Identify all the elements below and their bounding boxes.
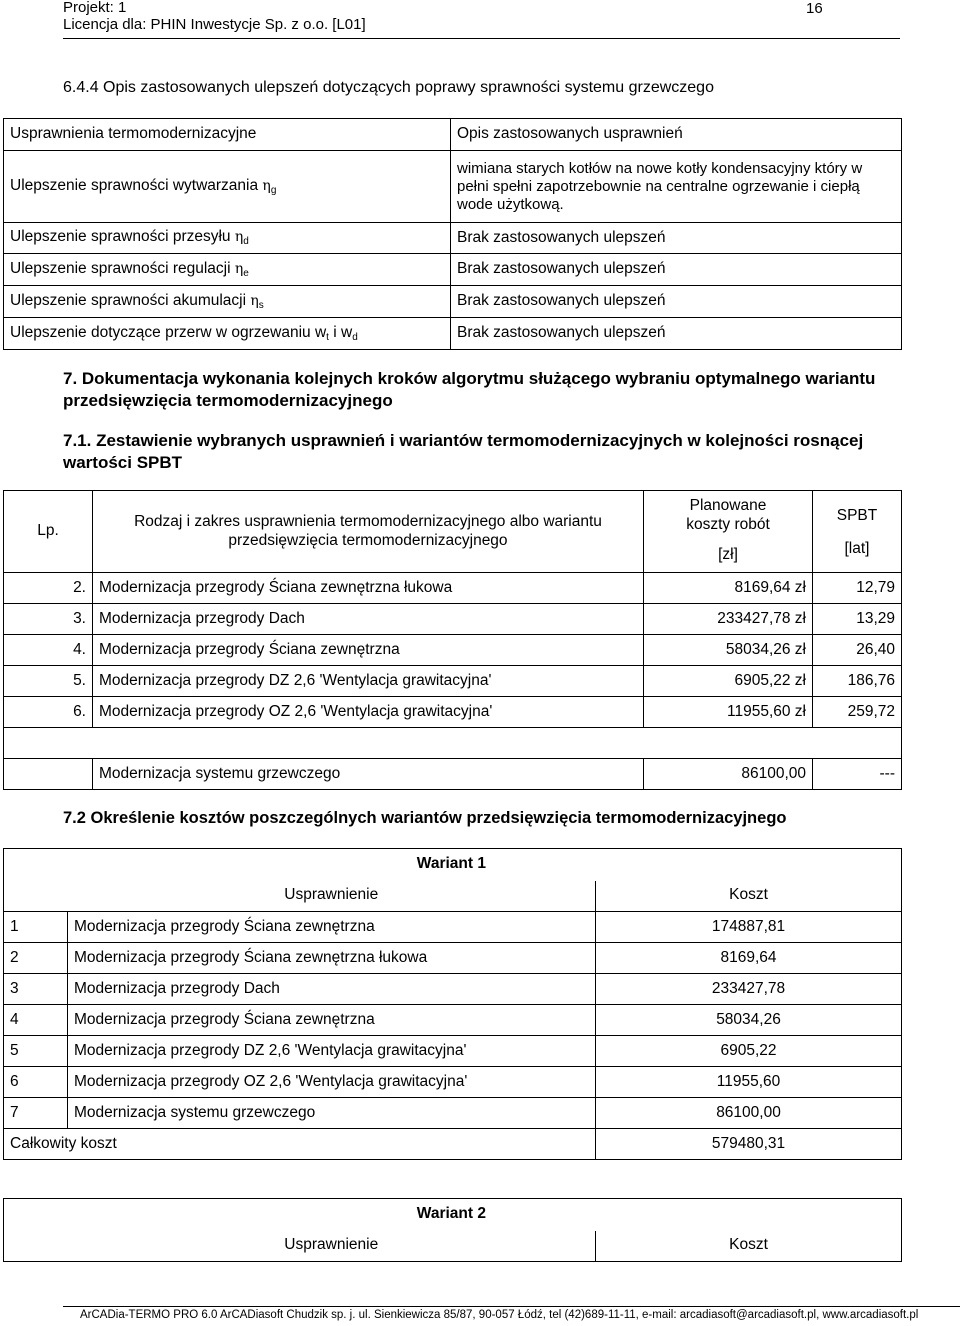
project-label: Projekt: 1 <box>63 0 127 16</box>
row-value: Brak zastosowanych ulepszeń <box>451 318 902 350</box>
row-value: Brak zastosowanych ulepszeń <box>451 286 902 318</box>
header-rule <box>63 38 900 39</box>
col-header-description: Opis zastosowanych usprawnień <box>451 119 902 151</box>
header-desc: Rodzaj i zakres usprawnienia termomodernizacyjnego albo wariantu przedsięwzięcia termomodernizacyjnego <box>93 491 644 573</box>
table-row: 6 Modernizacja przegrody OZ 2,6 'Wentylacja grawitacyjna' 11955,60 <box>4 1067 902 1098</box>
variant2-table <box>3 1198 902 1262</box>
total-label: Całkowity koszt <box>4 1129 596 1160</box>
section-7-title: 7. Dokumentacja wykonania kolejnych kroków algorytmu służącego wybraniu optymalnego wariantu przedsięwzięcia termomodernizacyjnego <box>63 369 876 411</box>
total-value: 579480,31 <box>596 1129 902 1160</box>
page-number: 16 <box>806 0 823 17</box>
row-label: Ulepszenie sprawności wytwarzania $\eta_g$ <box>4 151 451 223</box>
header-cost: Planowane koszty robót [zł] <box>644 491 813 573</box>
col-header-cost: Koszt <box>596 1231 902 1262</box>
row-value: wimiana starych kotłów na nowe kotły kondensacyjny który w pełni spełni zapotrzebownie na centralne ogrzewanie i ciepłą wode użytkową. <box>451 151 902 223</box>
footer-rule <box>63 1306 960 1307</box>
table-row: 1 Modernizacja przegrody Ściana zewnętrzna 174887,81 <box>4 912 902 943</box>
table-row: 4. Modernizacja przegrody Ściana zewnętrzna 58034,26 zł 26,40 <box>4 635 902 666</box>
table-row: 2 Modernizacja przegrody Ściana zewnętrzna łukowa 8169,64 <box>4 943 902 974</box>
variant1-title: Wariant 1 <box>416 855 486 873</box>
row-label: Ulepszenie dotyczące przerw w ogrzewaniu $w_t$ i $w_d$ <box>4 318 451 350</box>
table-row: 7 Modernizacja systemu grzewczego 86100,00 <box>4 1098 902 1129</box>
spbt-table <box>3 490 902 790</box>
footer-text: ArCADia-TERMO PRO 6.0 ArCADiasoft Chudzik sp. j. ul. Sienkiewicza 85/87, 90-057 Łódź, tel (42)689-11-11, e-mail: arcadiasoft@arcadiasoft.pl, www.arcadiasoft.pl <box>80 1309 919 1321</box>
page-header <box>63 0 366 33</box>
heating-improvements-table <box>3 118 902 350</box>
license-label: Licencja dla: PHIN Inwestycje Sp. z o.o. [L01] <box>63 15 366 33</box>
table-row: 4 Modernizacja przegrody Ściana zewnętrzna 58034,26 <box>4 1005 902 1036</box>
col-header-item: Usprawnienie <box>68 1231 596 1262</box>
row-label: Ulepszenie sprawności regulacji $\eta_e$ <box>4 254 451 286</box>
row-label: Ulepszenie sprawności przesyłu $\eta_d$ <box>4 223 451 254</box>
col-header-improvements: Usprawnienia termomodernizacyjne <box>4 119 451 151</box>
section-644-title: 6.4.4 Opis zastosowanych ulepszeń dotyczących poprawy sprawności systemu grzewczego <box>63 79 714 96</box>
table-row: 5. Modernizacja przegrody DZ 2,6 'Wentylacja grawitacyjna' 6905,22 zł 186,76 <box>4 666 902 697</box>
total-row <box>4 1129 902 1160</box>
col-header-cost: Koszt <box>596 881 902 912</box>
header-lp: Lp. <box>4 491 93 573</box>
section-71-title: 7.1. Zestawienie wybranych usprawnień i wariantów termomodernizacyjnych w kolejności rosnącej wartości SPBT <box>63 431 864 473</box>
col-header-item: Usprawnienie <box>68 881 596 912</box>
spacer-row <box>4 728 902 759</box>
row-value: Brak zastosowanych ulepszeń <box>451 254 902 286</box>
variant1-table <box>3 848 902 1160</box>
header-spbt: SPBT [lat] <box>813 491 902 573</box>
section-72-title: 7.2 Określenie kosztów poszczególnych wariantów przedsięwzięcia termomodernizacyjnego <box>63 809 787 827</box>
row-value: Brak zastosowanych ulepszeń <box>451 223 902 254</box>
variant2-title: Wariant 2 <box>416 1205 486 1223</box>
row-label: Ulepszenie sprawności akumulacji $\eta_s$ <box>4 286 451 318</box>
table-row: Modernizacja systemu grzewczego 86100,00 --- <box>4 759 902 790</box>
table-row: 3 Modernizacja przegrody Dach 233427,78 <box>4 974 902 1005</box>
table-row: 3. Modernizacja przegrody Dach 233427,78 zł 13,29 <box>4 604 902 635</box>
table-row: 5 Modernizacja przegrody DZ 2,6 'Wentylacja grawitacyjna' 6905,22 <box>4 1036 902 1067</box>
table-row: 2. Modernizacja przegrody Ściana zewnętrzna łukowa 8169,64 zł 12,79 <box>4 573 902 604</box>
table-row: 6. Modernizacja przegrody OZ 2,6 'Wentylacja grawitacyjna' 11955,60 zł 259,72 <box>4 697 902 728</box>
